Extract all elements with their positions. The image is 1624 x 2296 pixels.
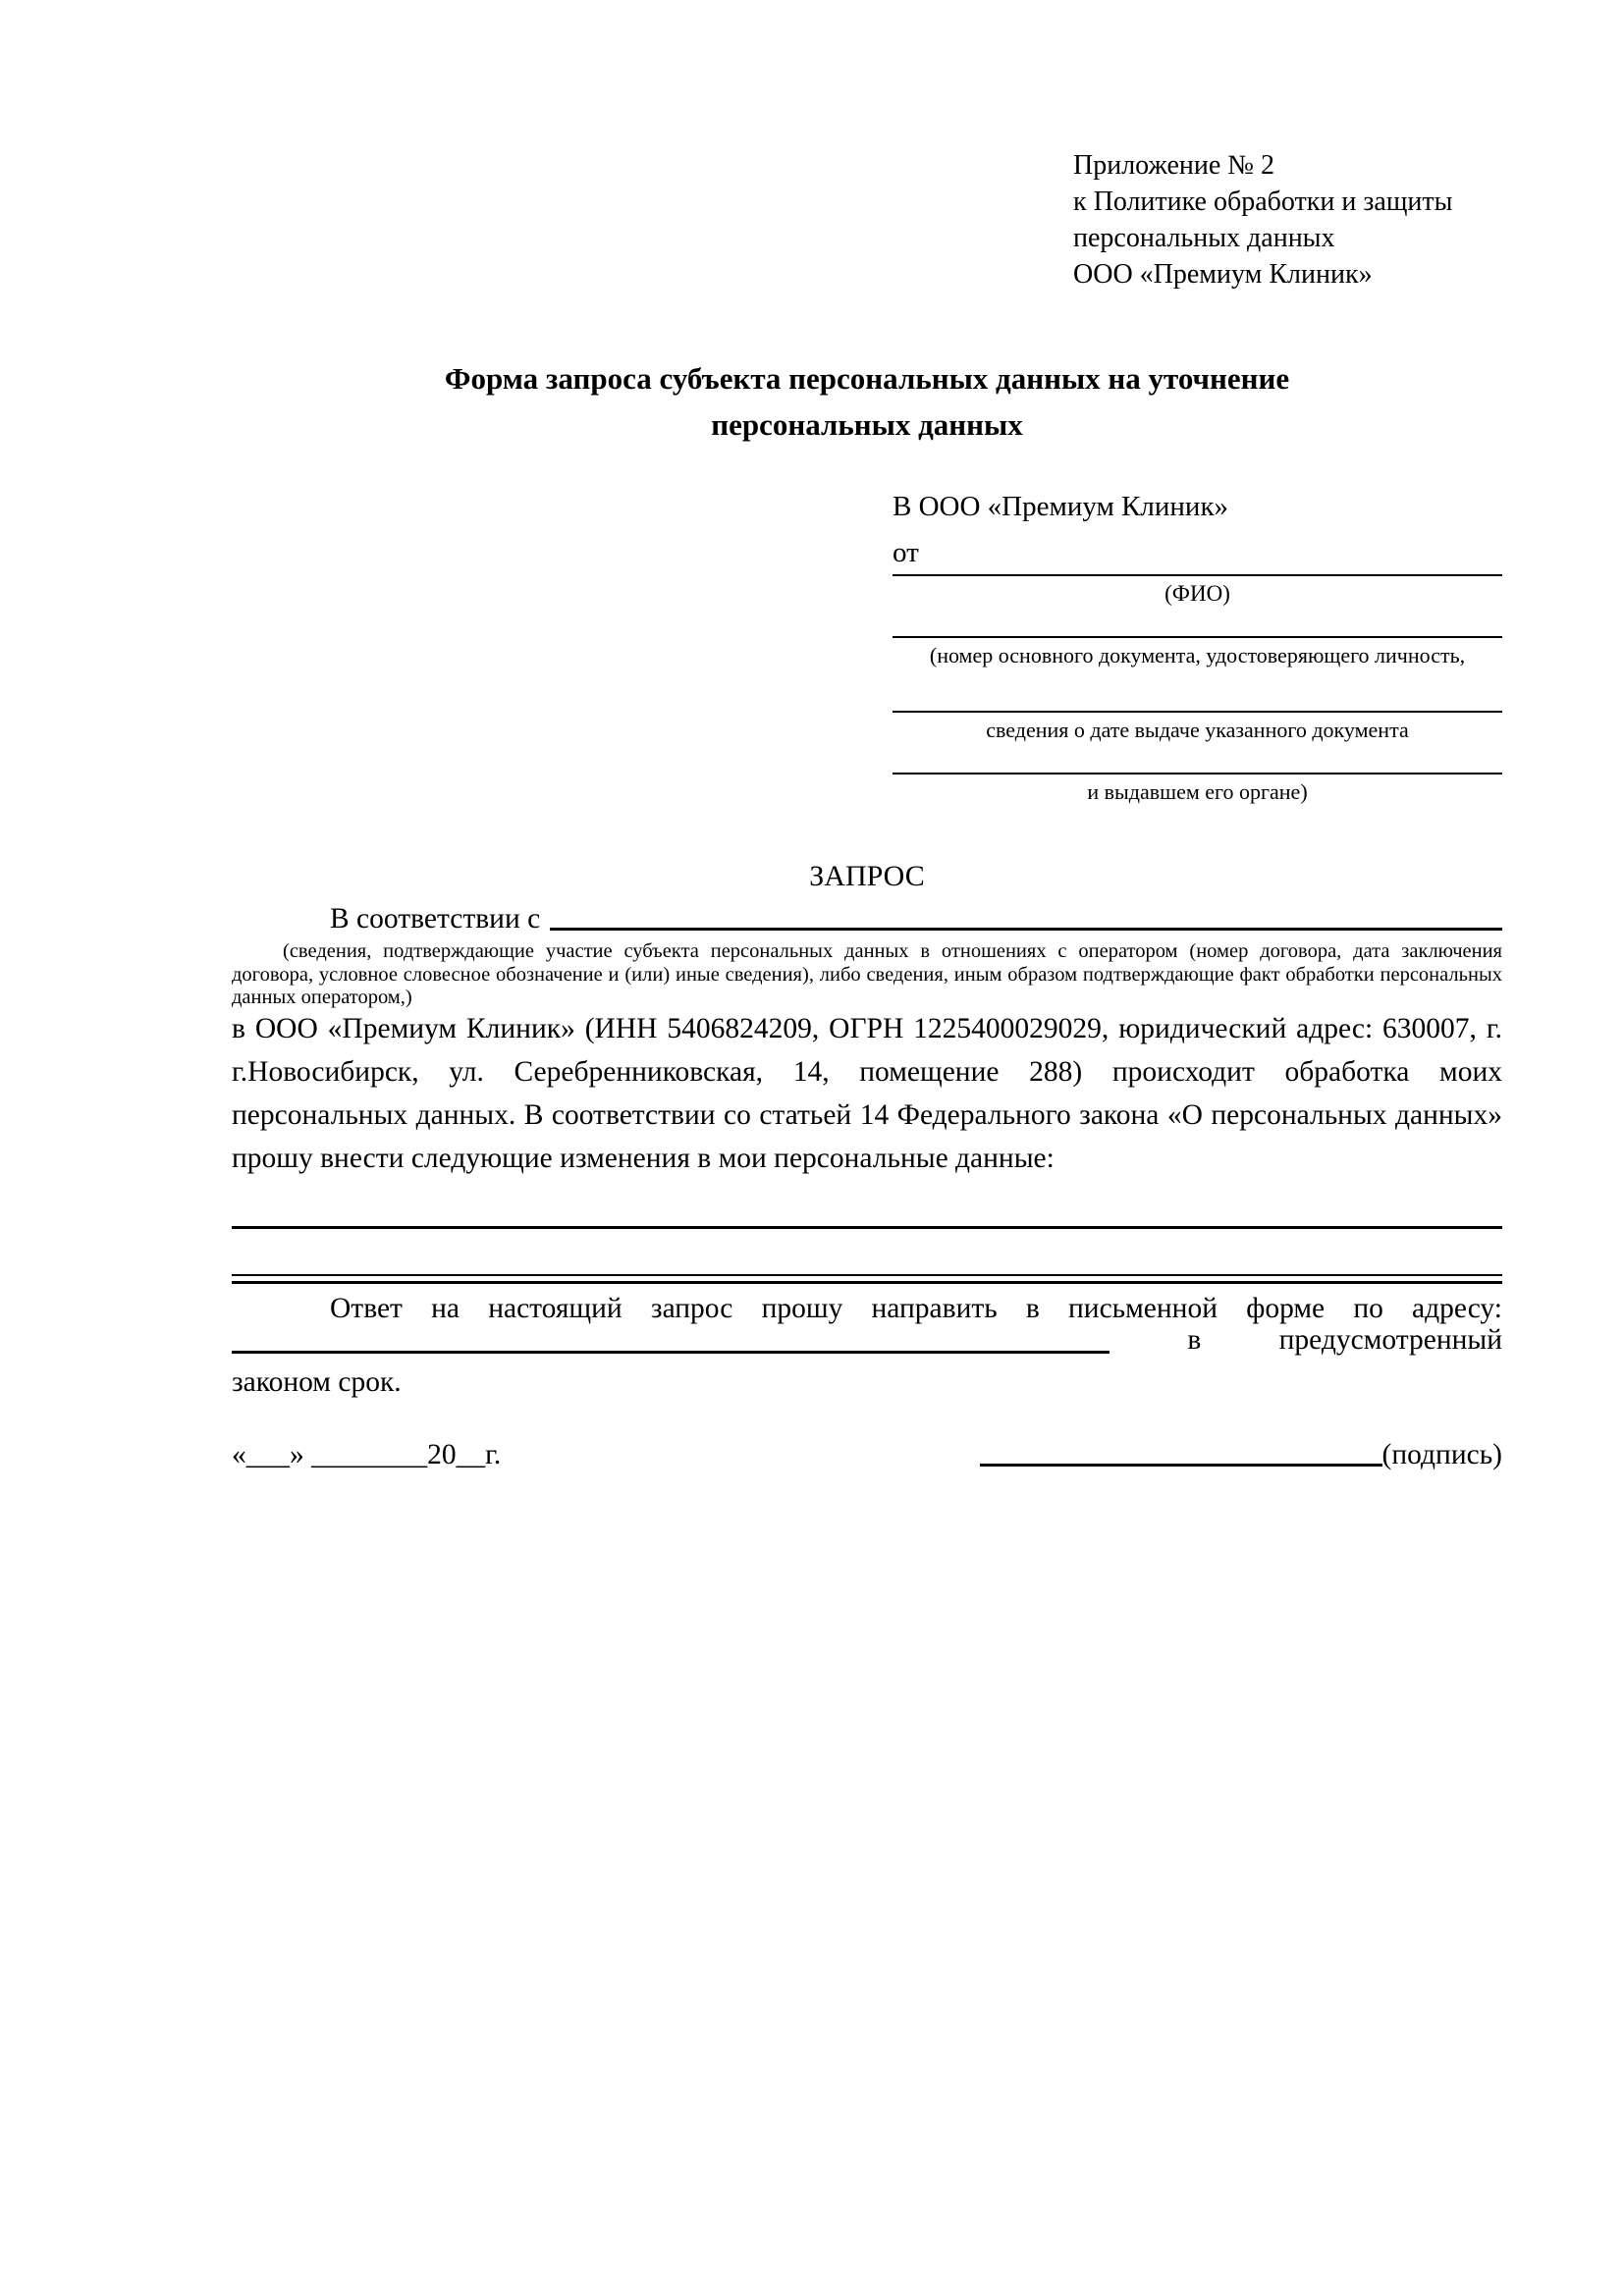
appendix-line: персональных данных	[1073, 223, 1335, 253]
document-title-line2: персональных данных	[711, 407, 1023, 442]
changes-blank-line-2	[232, 1274, 1502, 1284]
appendix-line: к Политике обработки и защиты	[1073, 187, 1453, 217]
identity-document-blank-line	[893, 636, 1502, 638]
fio-caption: (ФИО)	[1164, 581, 1230, 606]
appendix-line: Приложение № 2	[1073, 150, 1274, 181]
document-title	[232, 355, 1502, 448]
addressee-to: В ООО «Премиум Клиник»	[893, 491, 1229, 522]
reply-closing: законом срок.	[232, 1366, 402, 1398]
signature-blank-line	[980, 1464, 1382, 1467]
address-blank-line	[232, 1351, 1110, 1354]
reply-word-prescribed: предусмотренный	[1278, 1324, 1502, 1356]
issuer-caption: и выдавшем его органе)	[1087, 779, 1308, 804]
accordance-row	[232, 903, 1502, 935]
fio-blank-line	[893, 574, 1502, 576]
identity-document-caption: (номер основного документа, удостоверяющего личность,	[929, 643, 1466, 667]
accordance-note: (сведения, подтверждающие участие субъекта персональных данных в отношениях с оператором (номер договора, дата заключения договора, условное словесное обозначение и (или) иные сведения), либо сведения, иным образом подтверждающие факт обработки персональных данных оператором,)	[232, 940, 1502, 1008]
reply-sentence: Ответ на настоящий запрос прошу направить в письменной форме по адресу:	[330, 1293, 1502, 1324]
accordance-blank-line	[550, 928, 1502, 931]
issue-date-caption: сведения о дате выдаче указанного документа	[986, 718, 1409, 742]
appendix-header	[1073, 147, 1505, 293]
request-body-paragraph: в ООО «Премиум Клиник» (ИНН 5406824209, ОГРН 1225400029029, юридический адрес: 630007, г. г.Новосибирск, ул. Серебренниковская, 14, помещение 288) происходит обработка моих персональных данных. В соответствии со статьей 14 Федерального закона «О персональных данных» прошу внести следующие изменения в мои персональные данные:	[232, 1013, 1502, 1174]
changes-blank-line-1	[232, 1226, 1502, 1229]
issuer-blank-line	[893, 773, 1502, 774]
request-heading: ЗАПРОС	[809, 860, 925, 892]
document-title-line1: Форма запроса субъекта персональных данных на уточнение	[444, 361, 1290, 396]
date-signature-row	[232, 1439, 1502, 1471]
date-blank: «___» ________20__г.	[232, 1439, 502, 1470]
appendix-line: ООО «Премиум Клиник»	[1073, 259, 1373, 290]
reply-address-row	[232, 1323, 1502, 1357]
signature-block	[980, 1439, 1502, 1471]
addressee-from-label: от	[893, 537, 919, 568]
accordance-prefix: В соответствии с	[330, 903, 541, 934]
signature-caption: (подпись)	[1381, 1439, 1502, 1470]
issue-date-blank-line	[893, 711, 1502, 713]
reply-word-in: в	[1187, 1324, 1202, 1356]
